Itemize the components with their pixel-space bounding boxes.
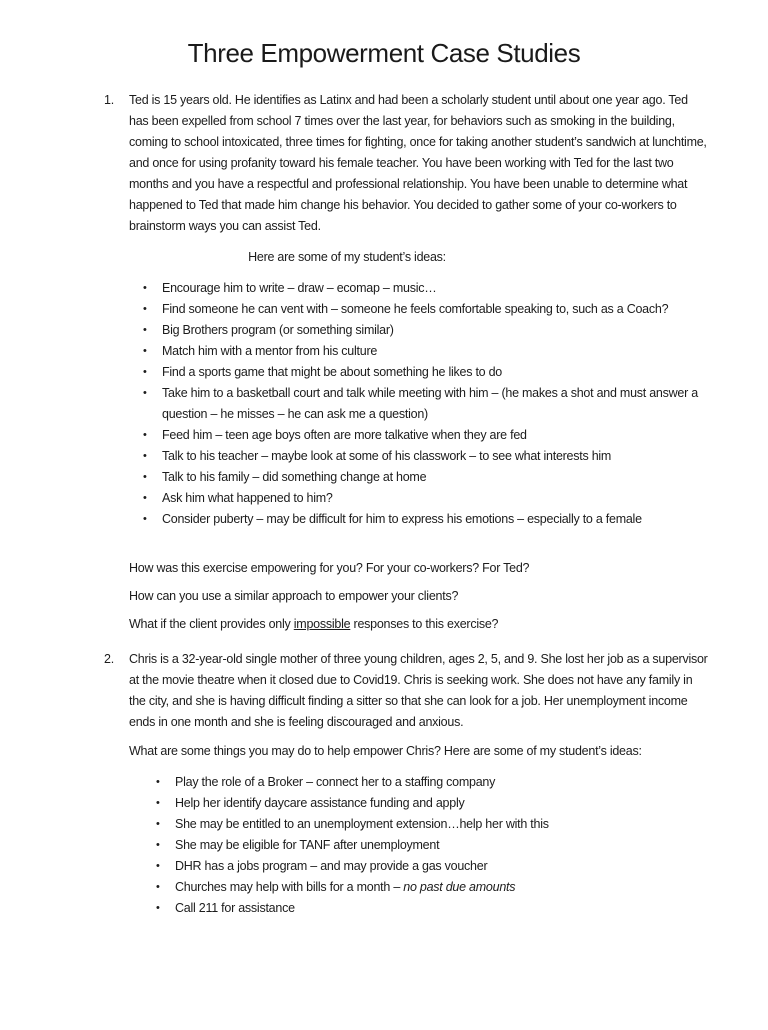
idea-item: [143, 425, 710, 446]
idea-item: [156, 856, 710, 877]
idea-text: Talk to his teacher – maybe look at some of his classwork – to see what interests him: [162, 449, 612, 463]
bullet-icon: •: [143, 345, 147, 357]
question3-underlined-word: impossible: [293, 617, 351, 631]
idea-item: [143, 299, 710, 320]
document-title: Three Empowerment Case Studies: [187, 38, 581, 68]
document-body: [104, 90, 710, 919]
case2-intro: What are some things you may do to help empower Chris? Here are some of my student’s ideas:: [129, 744, 642, 758]
churches-idea-prefix: Churches may help with bills for a month –: [175, 880, 404, 894]
bullet-icon: •: [143, 513, 147, 525]
case-study-1: [104, 90, 710, 635]
case1-paragraph: Ted is 15 years old. He identifies as Latinx and had been a scholarly student until about one year ago. Ted has been expelled from school 7 times over the last year, for behaviors such as smoking in the building, coming to school intoxicated, three times for fighting, once for taking another student’s sandwich at lunchtime, and once for using profanity toward his female teacher. You have been working with Ted for the last two months and you have a respectful and professional relationship. You have been unable to determine what happened to Ted that made him change his behavior. You decided to gather some of your co-workers to brainstorm ways you can assist Ted.: [129, 93, 707, 233]
bullet-icon: •: [143, 324, 147, 336]
idea-text: Take him to a basketball court and talk while meeting with him – (he makes a shot and must answer a question – he misses – he can ask me a question): [162, 386, 698, 421]
churches-idea-italic: no past due amounts: [403, 880, 516, 894]
bullet-icon: •: [143, 429, 147, 441]
idea-item: [143, 509, 710, 530]
bullet-icon: •: [143, 450, 147, 462]
idea-text: Match him with a mentor from his culture: [162, 344, 378, 358]
idea-item: [156, 898, 710, 919]
document-page: [0, 36, 768, 1030]
bullet-icon: •: [143, 471, 147, 483]
case1-ideas-list: [143, 278, 710, 530]
idea-text: Talk to his family – did something change at home: [162, 470, 427, 484]
idea-item: [143, 383, 710, 425]
idea-text: Help her identify daycare assistance funding and apply: [175, 796, 465, 810]
idea-item: [156, 835, 710, 856]
reflection-question-1: How was this exercise empowering for you? For your co-workers? For Ted?: [129, 561, 530, 575]
idea-item: [143, 488, 710, 509]
idea-text: Encourage him to write – draw – ecomap – music…: [162, 281, 437, 295]
idea-item: [156, 877, 710, 898]
idea-item: [143, 341, 710, 362]
bullet-icon: •: [143, 303, 147, 315]
idea-item: [143, 320, 710, 341]
case2-list-number: 2.: [104, 652, 114, 666]
bullet-icon: •: [143, 366, 147, 378]
idea-text: Ask him what happened to him?: [162, 491, 333, 505]
bullet-icon: •: [156, 797, 160, 809]
idea-text: Consider puberty – may be difficult for him to express his emotions – especially to a female: [162, 512, 642, 526]
idea-item: [143, 446, 710, 467]
question3-suffix: responses to this exercise?: [350, 617, 499, 631]
idea-text: DHR has a jobs program – and may provide a gas voucher: [175, 859, 488, 873]
case2-ideas-list: [156, 772, 710, 919]
case-study-2: [104, 649, 710, 919]
idea-text: Play the role of a Broker – connect her to a staffing company: [175, 775, 496, 789]
question3-prefix: What if the client provides only: [129, 617, 294, 631]
bullet-icon: •: [156, 860, 160, 872]
idea-item: [156, 814, 710, 835]
reflection-question-2: How can you use a similar approach to empower your clients?: [129, 589, 459, 603]
bullet-icon: •: [143, 387, 147, 399]
reflection-question-3: [129, 614, 710, 635]
idea-text: Call 211 for assistance: [175, 901, 295, 915]
bullet-icon: •: [156, 902, 160, 914]
case1-ideas-heading: Here are some of my student’s ideas:: [248, 250, 446, 264]
idea-item: [143, 362, 710, 383]
bullet-icon: •: [156, 776, 160, 788]
idea-item: [143, 278, 710, 299]
idea-text: [175, 877, 515, 898]
bullet-icon: •: [156, 818, 160, 830]
idea-text: She may be eligible for TANF after unemployment: [175, 838, 440, 852]
case2-paragraph: Chris is a 32-year-old single mother of three young children, ages 2, 5, and 9. She lost her job as a supervisor at the movie theatre when it closed due to Covid19. Chris is seeking work. She does not have any family in the city, and she is having difficult finding a sitter so that she can look for a job. Her unemployment income ends in one month and she is feeling discouraged and anxious.: [129, 652, 708, 729]
idea-text: Find someone he can vent with – someone he feels comfortable speaking to, such as a Coach?: [162, 302, 669, 316]
bullet-icon: •: [143, 492, 147, 504]
idea-text: Big Brothers program (or something similar): [162, 323, 394, 337]
bullet-icon: •: [156, 839, 160, 851]
idea-item: [156, 772, 710, 793]
case1-list-number: 1.: [104, 93, 114, 107]
case2-numbered-item: [104, 649, 710, 733]
bullet-icon: •: [143, 282, 147, 294]
idea-text: Feed him – teen age boys often are more talkative when they are fed: [162, 428, 527, 442]
bullet-icon: •: [156, 881, 160, 893]
case1-numbered-item: [104, 90, 710, 237]
idea-text: She may be entitled to an unemployment extension…help her with this: [175, 817, 549, 831]
idea-item: [156, 793, 710, 814]
idea-item: [143, 467, 710, 488]
idea-text: Find a sports game that might be about something he likes to do: [162, 365, 503, 379]
